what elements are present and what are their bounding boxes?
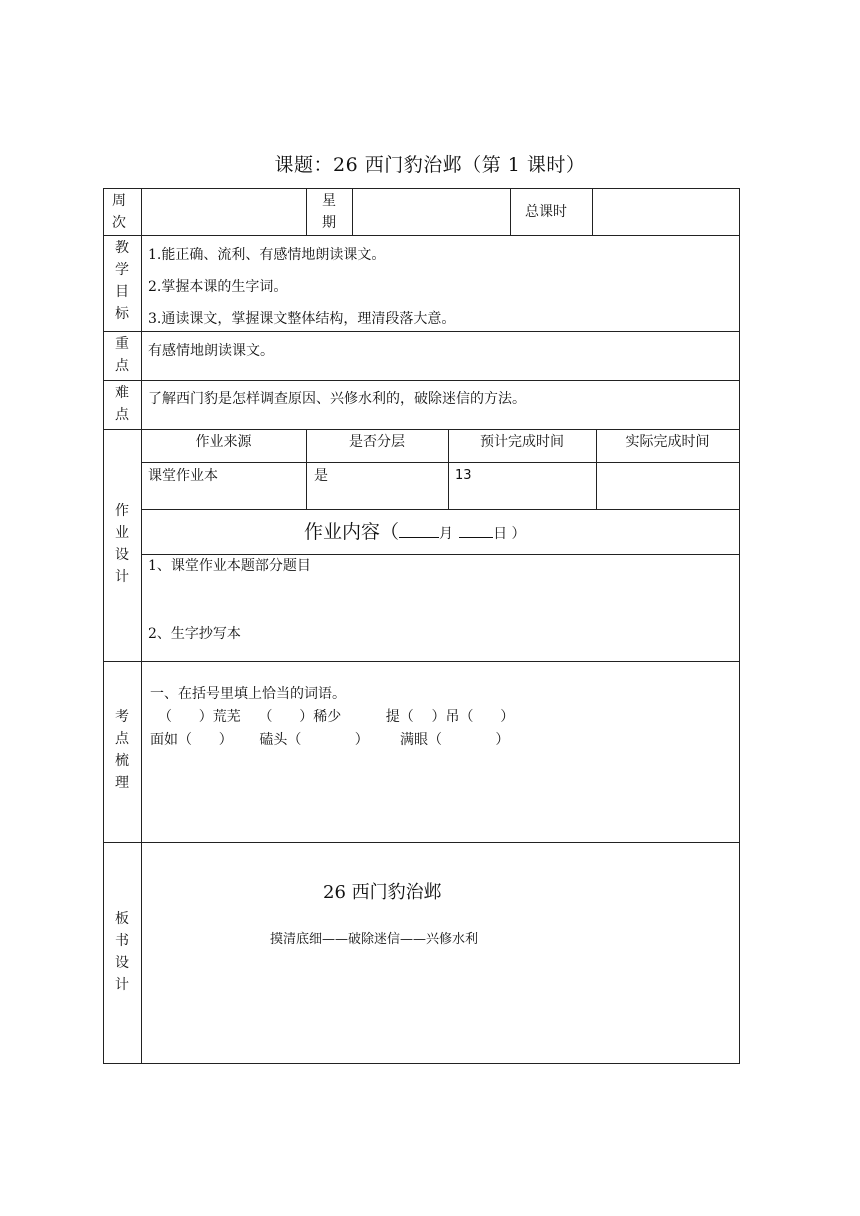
key-point-text: 有感情地朗读课文。 bbox=[148, 343, 274, 359]
page-title: 课题：26 西门豹治邺（第 1 课时） bbox=[274, 154, 586, 176]
homework-item: 1、课堂作业本题部分题目 bbox=[148, 558, 311, 574]
homework-header-actual-time: 实际完成时间 bbox=[625, 434, 710, 450]
difficulty-text: 了解西门豹是怎样调查原因、兴修水利的，破除迷信的方法。 bbox=[148, 391, 526, 407]
homework-content-title: 作业内容（ 月 日 ） bbox=[304, 521, 526, 543]
total-lessons-label: 总课时 bbox=[525, 204, 567, 220]
objective-item: 2.掌握本课的生字词。 bbox=[148, 279, 288, 295]
board-title: 26 西门豹治邺 bbox=[323, 882, 442, 903]
homework-label: 作业设计 bbox=[115, 503, 129, 585]
homework-header-expected-time: 预计完成时间 bbox=[480, 434, 564, 450]
homework-expected-time-value: 13 bbox=[455, 468, 472, 483]
exam-line: （ ）荒芜 （ ）稀少 提（ ）吊（ ） bbox=[158, 709, 515, 725]
homework-item: 2、生字抄写本 bbox=[148, 626, 241, 642]
objective-item: 3.通读课文，掌握课文整体结构，理清段落大意。 bbox=[148, 311, 456, 327]
exam-points-label: 考点梳理 bbox=[115, 709, 129, 791]
homework-source-value: 课堂作业本 bbox=[148, 468, 218, 484]
homework-header-layered: 是否分层 bbox=[349, 434, 405, 450]
homework-actual-time-input[interactable] bbox=[597, 463, 738, 508]
week-input[interactable] bbox=[142, 189, 305, 234]
weekday-label: 星期 bbox=[322, 193, 336, 231]
total-lessons-input[interactable] bbox=[593, 189, 738, 234]
homework-layered-value: 是 bbox=[314, 468, 328, 484]
homework-header-source: 作业来源 bbox=[195, 434, 252, 450]
difficulty-label: 难点 bbox=[115, 385, 129, 423]
objective-item: 1.能正确、流利、有感情地朗读课文。 bbox=[148, 247, 386, 263]
exam-heading: 一、在括号里填上恰当的词语。 bbox=[150, 686, 346, 702]
exam-line: 面如（ ） 磕头（ ） 满眼（ ） bbox=[150, 732, 510, 748]
board-label: 板书设计 bbox=[115, 911, 129, 993]
key-point-label: 重点 bbox=[115, 336, 129, 374]
board-line: 摸清底细——破除迷信——兴修水利 bbox=[270, 932, 479, 947]
week-label: 周次 bbox=[112, 193, 126, 231]
weekday-input[interactable] bbox=[353, 189, 509, 234]
objectives-label: 教学目标 bbox=[115, 240, 129, 322]
